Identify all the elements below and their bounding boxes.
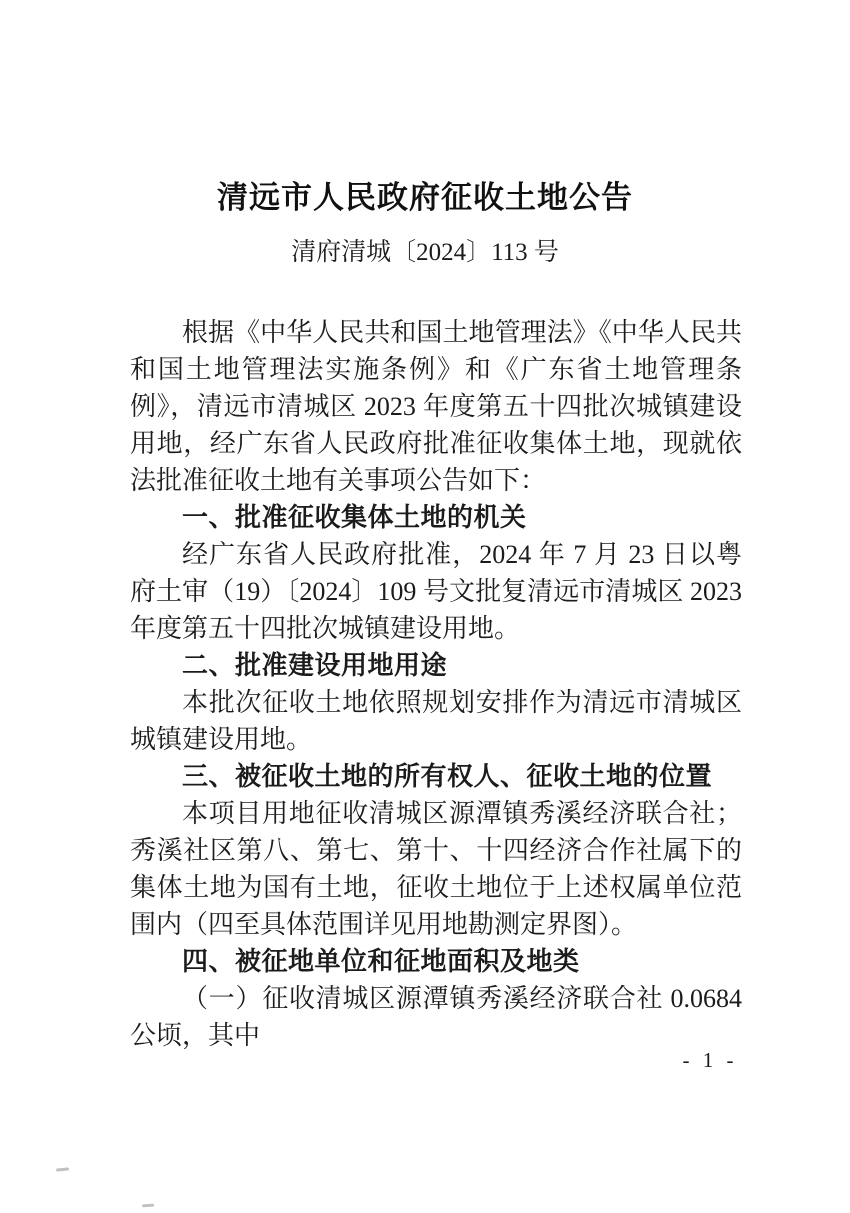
doc-title: 清远市人民政府征收土地公告 (217, 179, 633, 215)
doc-paragraph: 根据《中华人民共和国土地管理法》《中华人民共和国土地管理法实施条例》和《广东省土地管理条例》，清远市清城区 2023 年度第五十四批次城镇建设用地，经广东省人民政府批准征收集体土地，现就依法批准征收土地有关事项公告如下： (130, 318, 742, 495)
doc-heading: 二、批准建设用地用途 (182, 650, 448, 680)
doc-heading: 一、批准征收集体土地的机关 (182, 502, 527, 532)
doc-paragraph: 本项目用地征收清城区源潭镇秀溪经济联合社；秀溪社区第八、第七、第十、十四经济合作社属下的集体土地为国有土地，征收土地位于上述权属单位范围内（四至具体范围详见用地勘测定界图）。 (130, 799, 742, 939)
doc-paragraph: 经广东省人民政府批准，2024 年 7 月 23 日以粤府土审（19）〔2024〕109 号文批复清远市清城区 2023 年度第五十四批次城镇建设用地。 (130, 540, 742, 643)
page-number: - 1 - (682, 1048, 738, 1072)
doc-paragraph: （一）征收清城区源潭镇秀溪经济联合社 0.0684 公顷，其中 (130, 984, 742, 1050)
scan-smudge (142, 1204, 154, 1208)
doc-heading: 三、被征收土地的所有权人、征收土地的位置 (182, 761, 713, 791)
doc-heading: 四、被征地单位和征地面积及地类 (182, 946, 580, 976)
scan-smudge (56, 1167, 69, 1171)
doc-paragraph: 本批次征收土地依照规划安排作为清远市清城区城镇建设用地。 (130, 688, 742, 754)
doc-body (130, 314, 742, 1054)
doc-number: 清府清城〔2024〕113 号 (291, 239, 559, 266)
